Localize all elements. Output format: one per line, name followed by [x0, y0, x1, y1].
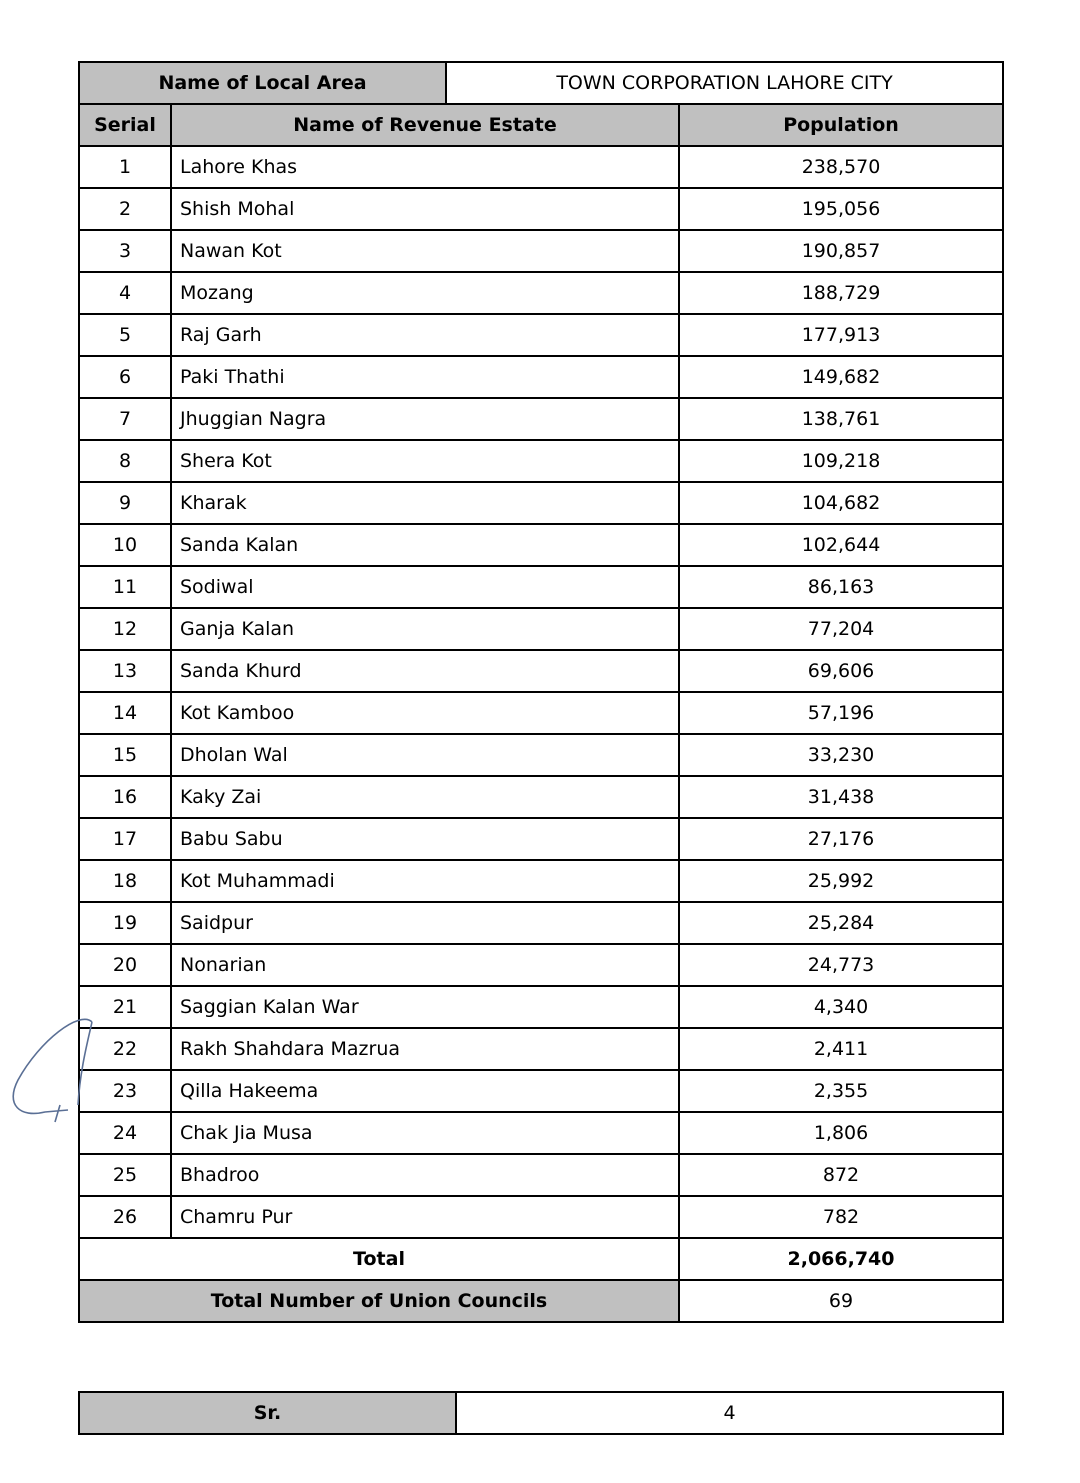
population-cell: 149,682 — [679, 356, 1003, 398]
serial-cell: 10 — [79, 524, 171, 566]
population-cell: 2,411 — [679, 1028, 1003, 1070]
estate-cell: Kot Muhammadi — [171, 860, 679, 902]
table-row — [79, 1112, 1003, 1154]
estate-cell: Rakh Shahdara Mazrua — [171, 1028, 679, 1070]
population-cell: 31,438 — [679, 776, 1003, 818]
population-cell: 109,218 — [679, 440, 1003, 482]
header-row — [79, 104, 1003, 146]
union-councils-label: Total Number of Union Councils — [79, 1280, 679, 1322]
population-cell: 195,056 — [679, 188, 1003, 230]
serial-cell: 13 — [79, 650, 171, 692]
total-value: 2,066,740 — [679, 1238, 1003, 1280]
header-population: Population — [679, 104, 1003, 146]
serial-cell: 21 — [79, 986, 171, 1028]
table-row — [79, 524, 1003, 566]
estate-cell: Babu Sabu — [171, 818, 679, 860]
header-serial: Serial — [79, 104, 171, 146]
serial-cell: 7 — [79, 398, 171, 440]
table-row — [79, 692, 1003, 734]
population-cell: 86,163 — [679, 566, 1003, 608]
serial-cell: 18 — [79, 860, 171, 902]
estate-cell: Qilla Hakeema — [171, 1070, 679, 1112]
serial-cell: 14 — [79, 692, 171, 734]
serial-cell: 6 — [79, 356, 171, 398]
population-cell: 4,340 — [679, 986, 1003, 1028]
estate-cell: Chamru Pur — [171, 1196, 679, 1238]
estate-cell: Kaky Zai — [171, 776, 679, 818]
table-row — [79, 1196, 1003, 1238]
estate-cell: Bhadroo — [171, 1154, 679, 1196]
sr-value: 4 — [456, 1392, 1003, 1434]
local-area-row — [79, 62, 1003, 104]
serial-cell: 16 — [79, 776, 171, 818]
population-cell: 2,355 — [679, 1070, 1003, 1112]
table-row — [79, 608, 1003, 650]
estate-cell: Sanda Kalan — [171, 524, 679, 566]
population-cell: 872 — [679, 1154, 1003, 1196]
table-row — [79, 566, 1003, 608]
table-row — [79, 188, 1003, 230]
population-cell: 57,196 — [679, 692, 1003, 734]
serial-cell: 24 — [79, 1112, 171, 1154]
population-cell: 24,773 — [679, 944, 1003, 986]
population-cell: 69,606 — [679, 650, 1003, 692]
serial-cell: 5 — [79, 314, 171, 356]
estate-cell: Dholan Wal — [171, 734, 679, 776]
population-cell: 104,682 — [679, 482, 1003, 524]
table-row — [79, 1070, 1003, 1112]
total-row — [79, 1238, 1003, 1280]
table-row — [79, 482, 1003, 524]
population-table — [78, 61, 1004, 1323]
table-row — [79, 440, 1003, 482]
population-cell: 102,644 — [679, 524, 1003, 566]
local-area-value: TOWN CORPORATION LAHORE CITY — [446, 62, 1003, 104]
estate-cell: Ganja Kalan — [171, 608, 679, 650]
estate-cell: Sanda Khurd — [171, 650, 679, 692]
serial-cell: 1 — [79, 146, 171, 188]
union-councils-value: 69 — [679, 1280, 1003, 1322]
estate-cell: Raj Garh — [171, 314, 679, 356]
estate-cell: Mozang — [171, 272, 679, 314]
table-row — [79, 398, 1003, 440]
population-cell: 190,857 — [679, 230, 1003, 272]
table-row — [79, 314, 1003, 356]
union-councils-row — [79, 1280, 1003, 1322]
population-cell: 1,806 — [679, 1112, 1003, 1154]
estate-cell: Kot Kamboo — [171, 692, 679, 734]
table-row — [79, 776, 1003, 818]
table-row — [79, 1154, 1003, 1196]
serial-cell: 15 — [79, 734, 171, 776]
serial-cell: 12 — [79, 608, 171, 650]
table-row — [79, 650, 1003, 692]
estate-cell: Nonarian — [171, 944, 679, 986]
sr-label: Sr. — [79, 1392, 456, 1434]
serial-cell: 4 — [79, 272, 171, 314]
population-cell: 27,176 — [679, 818, 1003, 860]
estate-cell: Shish Mohal — [171, 188, 679, 230]
population-cell: 138,761 — [679, 398, 1003, 440]
table-row — [79, 818, 1003, 860]
header-estate: Name of Revenue Estate — [171, 104, 679, 146]
population-cell: 238,570 — [679, 146, 1003, 188]
estate-cell: Jhuggian Nagra — [171, 398, 679, 440]
serial-cell: 9 — [79, 482, 171, 524]
serial-cell: 2 — [79, 188, 171, 230]
population-cell: 77,204 — [679, 608, 1003, 650]
serial-cell: 26 — [79, 1196, 171, 1238]
table-row — [79, 356, 1003, 398]
table-row — [79, 734, 1003, 776]
sr-row — [79, 1392, 1003, 1434]
table-row — [79, 1028, 1003, 1070]
estate-cell: Saggian Kalan War — [171, 986, 679, 1028]
serial-cell: 17 — [79, 818, 171, 860]
serial-cell: 22 — [79, 1028, 171, 1070]
estate-cell: Saidpur — [171, 902, 679, 944]
estate-cell: Nawan Kot — [171, 230, 679, 272]
population-cell: 25,992 — [679, 860, 1003, 902]
local-area-label: Name of Local Area — [79, 62, 446, 104]
serial-cell: 8 — [79, 440, 171, 482]
population-cell: 188,729 — [679, 272, 1003, 314]
estate-cell: Lahore Khas — [171, 146, 679, 188]
table-row — [79, 146, 1003, 188]
population-cell: 25,284 — [679, 902, 1003, 944]
estate-cell: Sodiwal — [171, 566, 679, 608]
serial-cell: 23 — [79, 1070, 171, 1112]
table-row — [79, 986, 1003, 1028]
table-row — [79, 944, 1003, 986]
table-row — [79, 902, 1003, 944]
population-cell: 782 — [679, 1196, 1003, 1238]
total-label: Total — [79, 1238, 679, 1280]
estate-cell: Paki Thathi — [171, 356, 679, 398]
serial-cell: 11 — [79, 566, 171, 608]
serial-cell: 25 — [79, 1154, 171, 1196]
estate-cell: Shera Kot — [171, 440, 679, 482]
table-row — [79, 860, 1003, 902]
sr-table — [78, 1391, 1004, 1435]
serial-cell: 20 — [79, 944, 171, 986]
population-cell: 33,230 — [679, 734, 1003, 776]
serial-cell: 3 — [79, 230, 171, 272]
table-row — [79, 230, 1003, 272]
table-row — [79, 272, 1003, 314]
estate-cell: Chak Jia Musa — [171, 1112, 679, 1154]
signature-mark — [0, 1010, 110, 1130]
serial-cell: 19 — [79, 902, 171, 944]
estate-cell: Kharak — [171, 482, 679, 524]
population-cell: 177,913 — [679, 314, 1003, 356]
